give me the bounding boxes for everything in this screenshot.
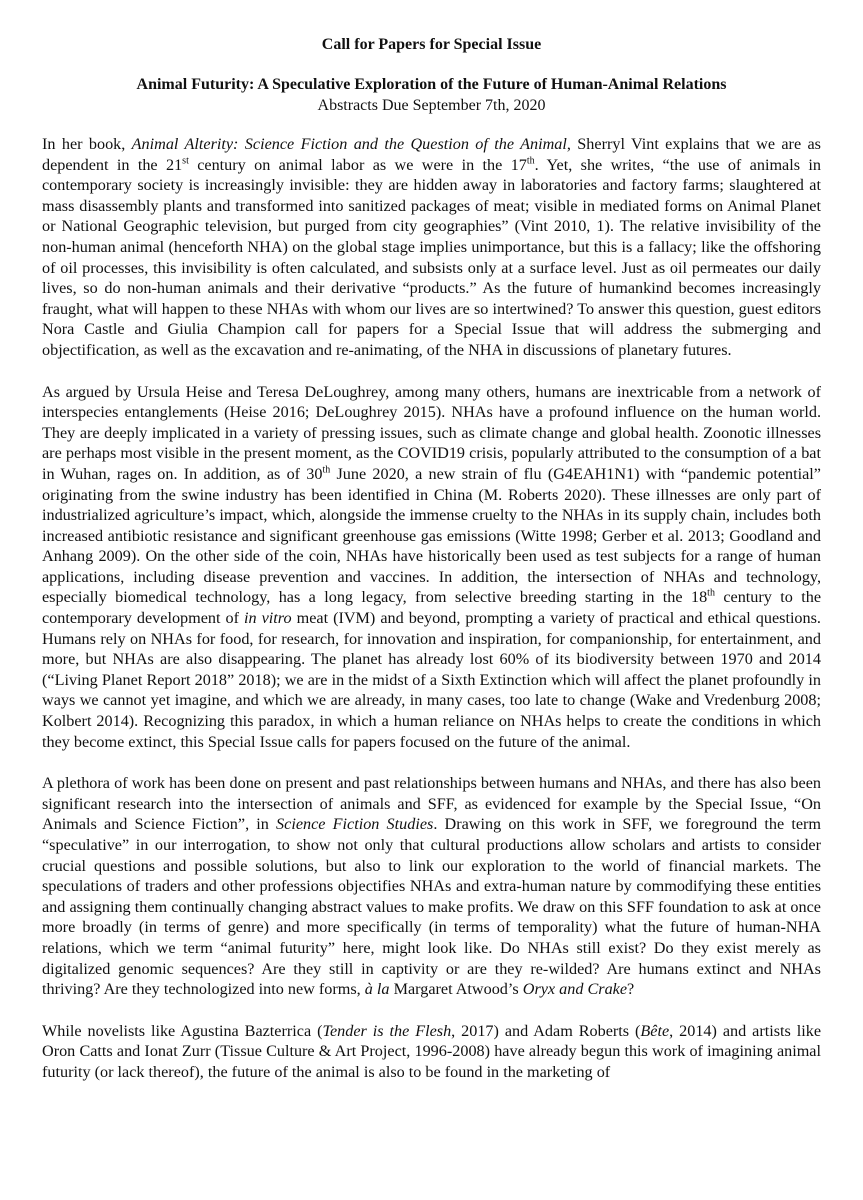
italic-text: à la [364, 980, 390, 999]
text-run: In her book, [42, 135, 132, 153]
text-run: . Drawing on this work in SFF, we foreground the term “speculative” in our interrogation, to show not only that cultural productions allow scholars and artists to consider crucial questions and possible solutions, but also to link our exploration to the world of financial markets. The speculations of traders and other professions objectifies NHAs and extra-human nature by commodifying these entities and assigning them continually changing abstract values to make profits. We draw on this SFF foundation to ask at once more broadly (in terms of genre) and more specifically (in terms of temporality) what the future of human-NHA relations, which we term “animal futurity” here, might look like. Do NHAs still exist? Do they exist merely as digitalized genomic sequences? Are they still in captivity or are they re-wilded? Are humans extinct and NHAs thriving? Are they technologized into new forms, [42, 815, 822, 999]
body-paragraph [42, 382, 821, 753]
italic-text: Science Fiction Studies [276, 815, 434, 834]
body-paragraph [42, 134, 821, 361]
abstract-deadline: Abstracts Due September 7th, 2020 [317, 97, 546, 114]
italic-text: Oryx and Crake [522, 980, 628, 999]
italic-text: in vitro [244, 609, 292, 628]
body-paragraph [42, 1021, 821, 1083]
text-run: Margaret Atwood’s [389, 980, 523, 999]
text-run: , 2017) and Adam Roberts ( [451, 1021, 641, 1040]
text-run: ? [627, 980, 635, 999]
text-run: , 2014) and artists like Oron Catts and Ionat Zurr (Tissue Culture & Art Project, 1996-2008) have already begun this work of imagining animal futurity (or lack thereof), the future of the animal is also to be found in the marketing of [42, 1021, 822, 1081]
text-run: . Yet, she writes, “the use of animals in contemporary society is increasingly invisible: they are hidden away in laboratories and factory farms; slaughtered at mass disassembly plants and transformed into sanitized packages of meat; visible in mediated forms on Animal Planet or National Geographic television, but purged from city geographies” (Vint 2010, 1). The relative invisibility of the non-human animal (henceforth NHA) on the global stage implies unimportance, but this is a fallacy; like the offshoring of oil processes, this invisibility is often calculated, and subsists only at a surface level. Just as oil permeates our daily lives, so do non-human animals and their derivative “products.” As the future of humankind becomes increasingly fraught, what will happen to these NHAs with whom our lives are so intertwined? To answer this question, guest editors Nora Castle and Giulia Champion call for papers for a Special Issue that will address the submerging and objectification, as well as the excavation and re-animating, of the NHA in discussions of planetary futures. [42, 155, 821, 359]
italic-text: Animal Alterity: Science Fiction and the Question of the Animal [131, 135, 567, 153]
text-run: century to the contemporary development of [42, 588, 822, 628]
text-run: While novelists like Agustina Bazterrica ( [42, 1021, 323, 1040]
body-paragraph [42, 773, 821, 1000]
italic-text: Tender is the Flesh [322, 1021, 452, 1040]
text-run: century on animal labor as we were in the 17 [188, 155, 527, 174]
superscript-text: th [526, 155, 535, 167]
superscript-text: th [707, 588, 715, 600]
text-run: As argued by Ursula Heise and Teresa DeLoughrey, among many others, humans are inextricable from a network of interspecies entanglements (Heise 2016; DeLoughrey 2015). NHAs have a profound influence on the human world. They are deeply implicated in a variety of pressing issues, such as climate change and global health. Zoonotic illnesses are perhaps most visible in the present moment, as the COVID19 crisis, popularly attributed to the consumption of a bat in Wuhan, rages on. In addition, as of 30 [42, 382, 821, 483]
issue-subtitle: Animal Futurity: A Speculative Exploration of the Future of Human-Animal Relations [136, 76, 727, 93]
page-title: Call for Papers for Special Issue [321, 36, 542, 53]
text-run: A plethora of work has been done on present and past relationships between humans and NHAs, and there has also been significant research into the intersection of animals and SFF, as evidenced for example by the Special Issue, “On Animals and Science Fiction”, in [42, 774, 821, 834]
text-run: , Sherryl Vint explains that we are as dependent in the 21 [42, 135, 821, 174]
superscript-text: th [322, 464, 331, 476]
text-run: meat (IVM) and beyond, prompting a variety of practical and ethical questions. Humans rely on NHAs for food, for research, for innovation and inspiration, for companionship, for entertainment, and more, but NHAs are also disappearing. The planet has already lost 60% of its biodiversity between 1970 and 2014 (“Living Planet Report 2018” 2018); we are in the midst of a Sixth Extinction which will affect the planet profoundly in ways we cannot yet imagine, and which we are already, in many cases, too late to change (Wake and Vredenburg 2008; Kolbert 2014). Recognizing this paradox, in which a human reliance on NHAs helps to create the conditions in which they become extinct, this Special Issue calls for papers focused on the future of the animal. [42, 609, 821, 751]
superscript-text: st [182, 155, 189, 167]
italic-text: Bête [640, 1021, 670, 1040]
text-run: June 2020, a new strain of flu (G4EAH1N1) with “pandemic potential” originating from the swine industry has been identified in China (M. Roberts 2020). These illnesses are only part of industrialized agriculture’s impact, which, alongside the immense cruelty to the NHAs in its supply chain, includes both increased antibiotic resistance and significant greenhouse gas emissions (Witte 1998; Gerber et al. 2013; Goodland and Anhang 2009). On the other side of the coin, NHAs have historically been used as test subjects for a range of human applications, including disease prevention and vaccines. In addition, the intersection of NHAs and technology, especially biomedical technology, has a long legacy, from selective breeding starting in the 18 [42, 464, 821, 607]
